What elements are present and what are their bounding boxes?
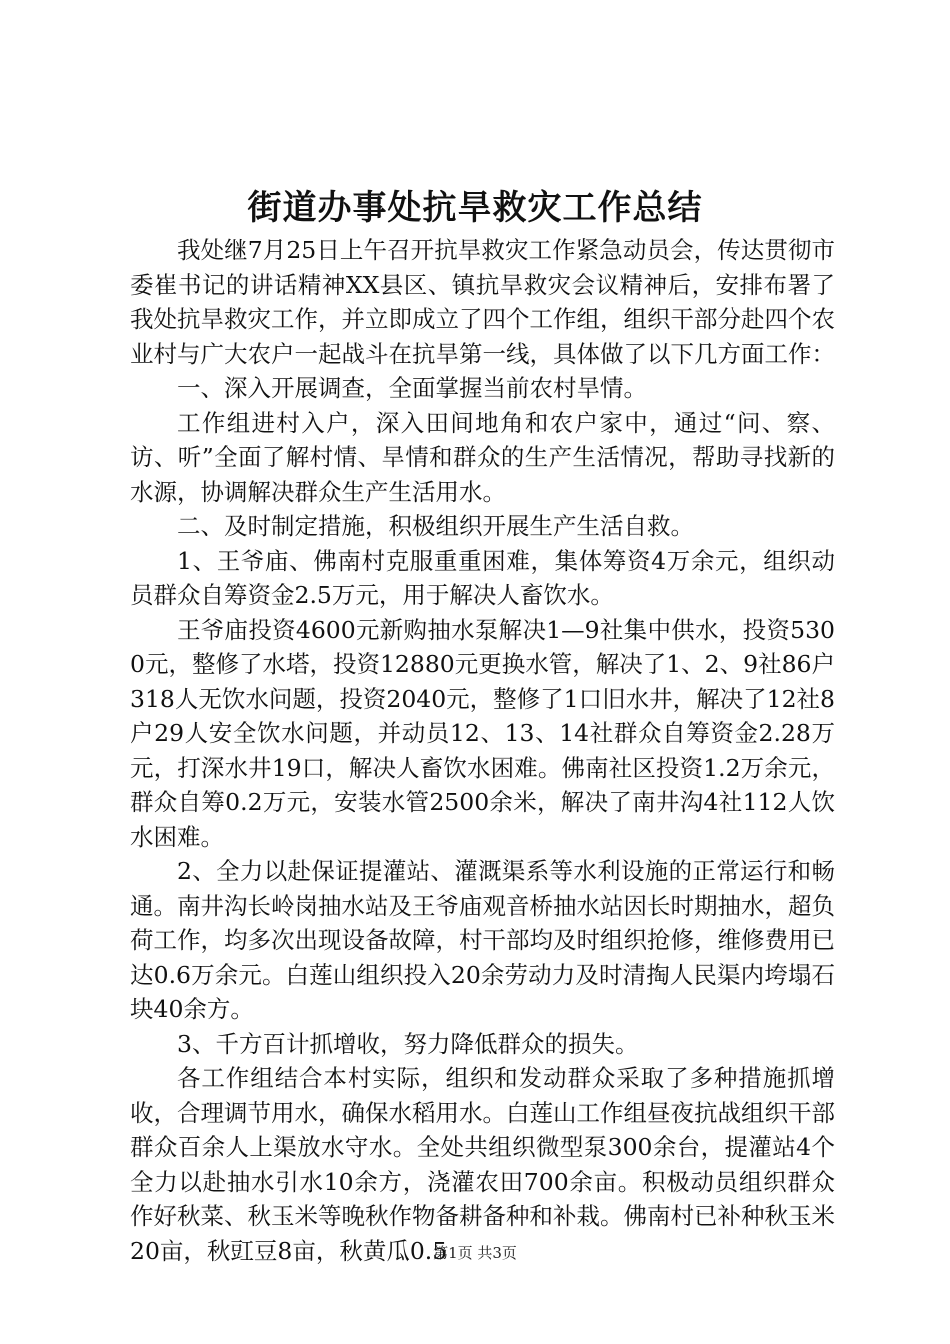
document-body: [130, 233, 835, 1268]
paragraph-item-2: 2、全力以赴保证提灌站、灌溉渠系等水利设施的正常运行和畅通。南井沟长岭岗抽水站及王爷庙观音桥抽水站因长时期抽水，超负荷工作，均多次出现设备故障，村干部均及时组织抢修，维修费用已达0.6万余元。白莲山组织投入20余劳动力及时清掏人民渠内垮塌石块40余方。: [130, 857, 835, 1023]
paragraph-item-3: 3、千方百计抓增收，努力降低群众的损失。: [177, 1029, 639, 1058]
paragraph-water-investment: 王爷庙投资4600元新购抽水泵解决1—9社集中供水，投资5300元，整修了水塔，投资12880元更换水管，解决了1、2、9社86户318人无饮水问题，投资2040元，整修了1口旧水井，解决了12社8户29人安全饮水问题，并动员12、13、14社群众自筹资金2.28万元，打深水井19口，解决人畜饮水困难。佛南社区投资1.2万余元，群众自筹0.2万元，安装水管2500余米，解决了南井沟4社112人饮水困难。: [130, 615, 835, 851]
paragraph-intro: 我处继7月25日上午召开抗旱救灾工作紧急动员会，传达贯彻市委崔书记的讲话精神XX县区、镇抗旱救灾会议精神后，安排布署了我处抗旱救灾工作，并立即成立了四个工作组，组织干部分赴四个农业村与广大农户一起战斗在抗旱第一线，具体做了以下几方面工作：: [130, 236, 835, 368]
paragraph-item-1: 1、王爷庙、佛南村克服重重困难，集体筹资4万余元，组织动员群众自筹资金2.5万元，用于解决人畜饮水。: [130, 546, 835, 609]
paragraph-work-groups: 各工作组结合本村实际，组织和发动群众采取了多种措施抓增收，合理调节用水，确保水稻用水。白莲山工作组昼夜抗战组织干部群众百余人上渠放水守水。全处共组织微型泵300余台，提灌站4个全力以赴抽水引水10余方，浇灌农田700余亩。积极动员组织群众作好秋菜、秋玉米等晚秋作物备耕备种和补栽。佛南村已补种秋玉米20亩，秋豇豆8亩，秋黄瓜0.5: [130, 1064, 835, 1265]
page-footer: 第1页 共3页: [433, 1244, 517, 1262]
heading-section-1: 一、深入开展调查，全面掌握当前农村旱情。: [177, 374, 647, 402]
paragraph-investigation: 工作组进村入户，深入田间地角和农户家中，通过“问、察、访、听”全面了解村情、旱情和群众的生产生活情况，帮助寻找新的水源，协调解决群众生产生活用水。: [130, 408, 835, 506]
document-title: 街道办事处抗旱救灾工作总结: [247, 188, 703, 228]
heading-section-2: 二、及时制定措施，积极组织开展生产生活自救。: [177, 512, 694, 540]
